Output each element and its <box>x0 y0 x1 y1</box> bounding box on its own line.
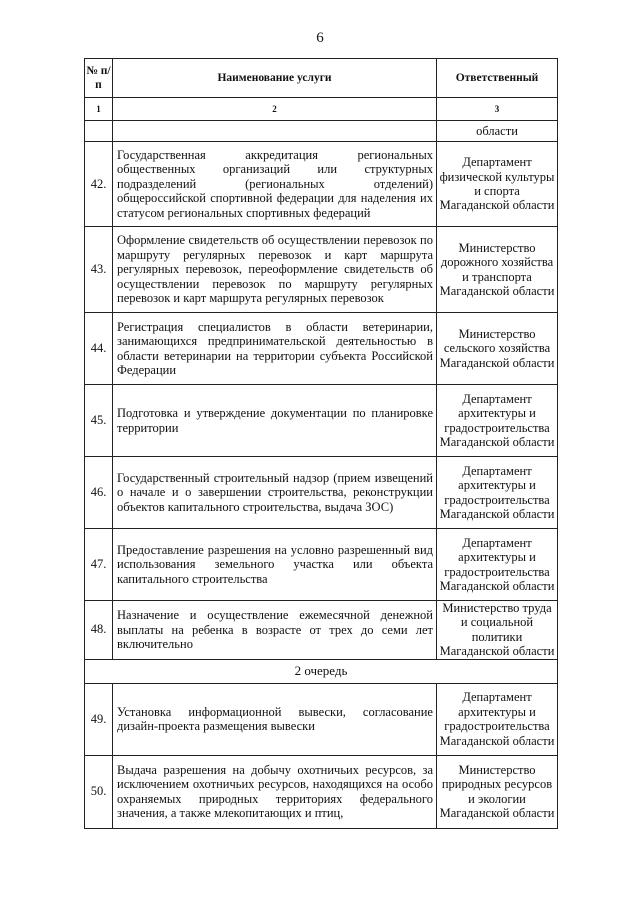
responsible: Департамент архитектуры и градостроительства Магаданской области <box>437 683 558 755</box>
service-name: Выдача разрешения на добычу охотничьих ресурсов, за исключением охотничьих ресурсов, находящихся на особо охраняемых природных территориях федерального значения, а также млекопитающих и птиц, <box>113 755 437 828</box>
col-index-3: 3 <box>437 98 558 121</box>
responsible: Министерство труда и социальной политики Магаданской области <box>437 601 558 660</box>
table-row <box>85 227 558 313</box>
service-name: Государственная аккредитация региональных общественных организаций или структурных подразделений (региональных отделений) общероссийской спортивной федерации для наделения их статусом региональных спортивных федераций <box>113 142 437 227</box>
section-title: 2 очередь <box>85 659 558 683</box>
col-index-2: 2 <box>113 98 437 121</box>
table-row <box>85 755 558 828</box>
row-number: 42. <box>85 142 113 227</box>
row-number: 46. <box>85 457 113 529</box>
table-row <box>85 601 558 660</box>
service-name: Предоставление разрешения на условно разрешенный вид использования земельного участка или объекта капитального строительства <box>113 529 437 601</box>
service-name: Государственный строительный надзор (прием извещений о начале и о завершении строительства, реконструкции объектов капитального строительства, выдача ЗОС) <box>113 457 437 529</box>
table-row <box>85 385 558 457</box>
table-row <box>85 457 558 529</box>
table-header-row <box>85 59 558 98</box>
responsible: Департамент архитектуры и градостроительства Магаданской области <box>437 529 558 601</box>
row-number: 48. <box>85 601 113 660</box>
service-name: Регистрация специалистов в области ветеринарии, занимающихся предпринимательской деятельностью в области ветеринарии на территории субъекта Российской Федерации <box>113 313 437 385</box>
header-resp: Ответственный <box>437 59 558 98</box>
table-row <box>85 142 558 227</box>
responsible: Министерство природных ресурсов и экологии Магаданской области <box>437 755 558 828</box>
header-num: № п/п <box>85 59 113 98</box>
row-number: 49. <box>85 683 113 755</box>
service-name: Подготовка и утверждение документации по планировке территории <box>113 385 437 457</box>
row-number: 43. <box>85 227 113 313</box>
services-table <box>84 58 558 829</box>
row-number: 45. <box>85 385 113 457</box>
service-name: Установка информационной вывески, согласование дизайн-проекта размещения вывески <box>113 683 437 755</box>
row-number: 44. <box>85 313 113 385</box>
table-row <box>85 529 558 601</box>
section-row <box>85 659 558 683</box>
table-row <box>85 313 558 385</box>
col-index-1: 1 <box>85 98 113 121</box>
responsible: Департамент физической культуры и спорта Магаданской области <box>437 142 558 227</box>
responsible: Департамент архитектуры и градостроительства Магаданской области <box>437 457 558 529</box>
row-number: 50. <box>85 755 113 828</box>
continuation-row <box>85 121 558 142</box>
column-index-row <box>85 98 558 121</box>
responsible: Министерство дорожного хозяйства и транспорта Магаданской области <box>437 227 558 313</box>
service-name: Назначение и осуществление ежемесячной денежной выплаты на ребенка в возрасте от трех до семи лет включительно <box>113 601 437 660</box>
table-row <box>85 683 558 755</box>
row-number: 47. <box>85 529 113 601</box>
header-name: Наименование услуги <box>113 59 437 98</box>
page-number: 6 <box>316 30 324 46</box>
service-name: Оформление свидетельств об осуществлении перевозок по маршруту регулярных перевозок и карт маршрута регулярных перевозок, переоформление свидетельств об осуществлении перевозок по маршруту регулярных перевозок и карт маршрута регулярных перевозок <box>113 227 437 313</box>
continuation-text: области <box>437 121 558 142</box>
responsible: Департамент архитектуры и градостроительства Магаданской области <box>437 385 558 457</box>
responsible: Министерство сельского хозяйства Магаданской области <box>437 313 558 385</box>
